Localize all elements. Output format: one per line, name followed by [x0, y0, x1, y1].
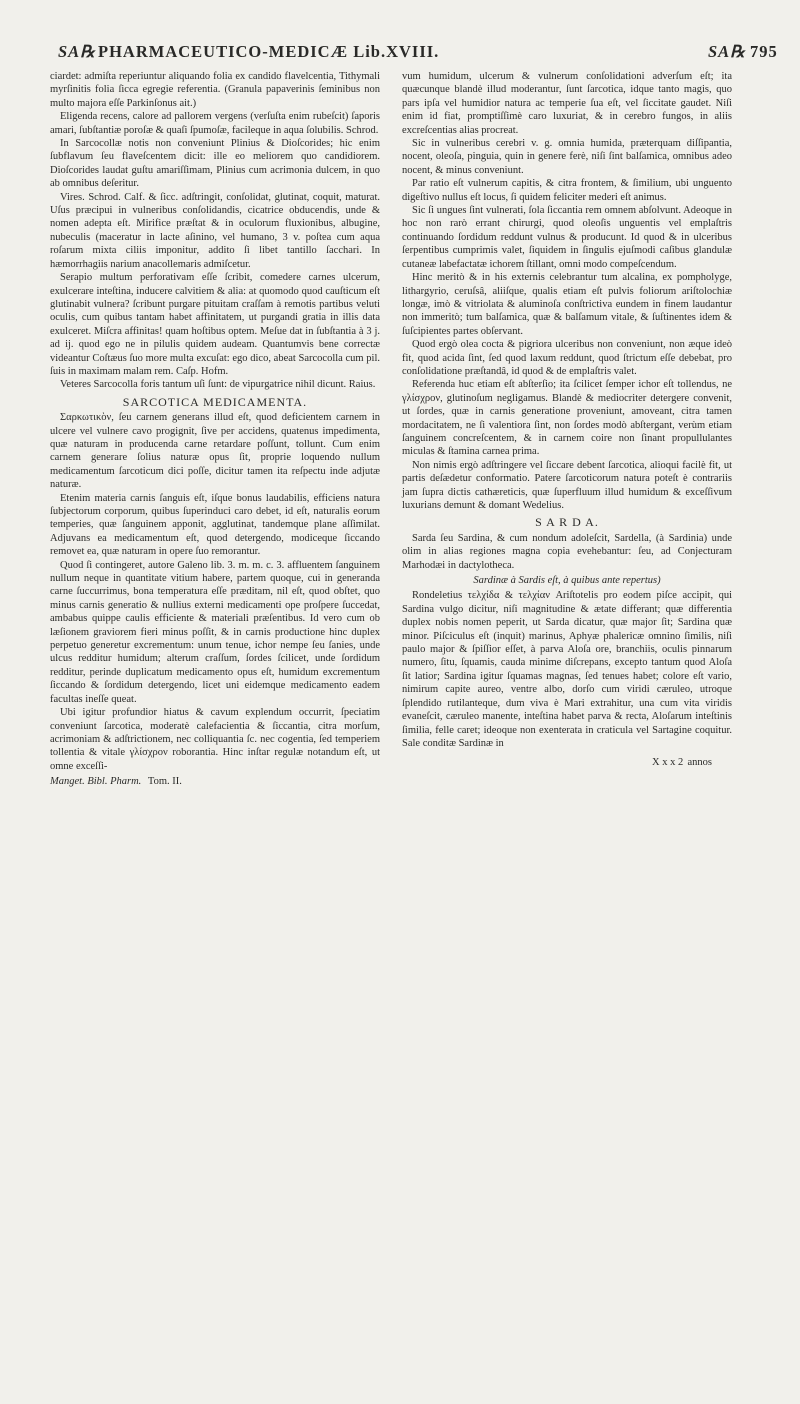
running-head-title: PHARMACEUTICO-MEDICÆ Lib.XVIII.: [98, 42, 440, 61]
page-number: 795: [750, 42, 778, 61]
paragraph: Serapio multum perforativam eſſe ſcribit, comedere carnes ulcerum, exulcerare inteſtina, inducere calvitiem & alia: at quomodo quod cauſticum eſt glutinabit vulnera? ſcribunt purgare pituitam craſſam à remotis partibus veluti oculis, cum quibus tantam habet affinitatem, ut purgandi gratia in illis data exulceret. Miſcra affinitas! quam hoſtibus optem. Meſue dat in ſubſtantia à 3 j. ad ij. quod ego ne in pilulis quidem audeam. Quantumvis bene correctæ videantur Coſtæus ſuo more multa excuſat: ego dico, abeat Sarcocolla cum pil. ſuis in maximam malam rem. Caſp. Hofm.: [50, 272, 380, 377]
paragraph: Quod ergò olea cocta & pigriora ulceribus non conveniunt, non æque ideò fit, quod acida ſint, ſed quod laxum reddunt, quod ſtrictum eſſe debebat, pro conſolidatione præſtandâ, id quod & de emplaſtris valet.: [402, 339, 732, 377]
footer-source: Manget. Bibl. Pharm.: [50, 776, 142, 788]
signature-line: [402, 756, 732, 770]
paragraph: Sarda ſeu Sardina, & cum nondum adoleſcit, Sardella, (à Sardinia) unde olim in alias regiones magna copia evehebantur: ſeu, ad Conjecturam Marhodæi in dactylotheca.: [402, 532, 732, 571]
paragraph: Rondeletius τελχίδα & τελχίαν Ariſtotelis pro eodem piſce accipit, qui Sardina vulgo dicitur, niſi magnitudine & ætate differant; quæ differentia duplex nobis nomen peperit, ut Sarda dicatur, quæ major ſit; Sardina quæ minor. Piſciculus eſt (inquit) marinus, Aphyæ phalericæ omnino ſimilis, niſi paulo major & ſpiſſior eſſet, à parva Aloſa ore, branchiis, oculis pinnarum numero, ſitu, ſquamis, cauda minime diſcrepans, excepto tantum quod Aloſa ſit latior; Sardina igitur ſquamas magnas, ſed tenues habet; colore eſt vario, nimirum capite aureo, ventre albo, dorſo cum viridi cæruleo, utroque ſplendido rutilanteque, dum viva è Mari extrahitur, una cum vita viridis evaneſcit, cæruleo manente, inteſtina habet parva & recta, Aloſarum inteſtinis ſimilia, felle caret; ideoque non exenterata in craticula vel Sartagine coquitur. Sale conditæ Sardinæ in: [402, 590, 732, 749]
paragraph: Hinc meritò & in his externis celebrantur tum alcalina, ex pompholyge, lithargyrio, ceruſsâ, aliiſque, qualis etiam eſt pulvis foliorum ariſtolochiæ longæ, imò & vitriolata & aluminoſa conſtrictiva eundem in finem laudantur non immeritò; tum balſamica, quæ & balſamum vitale, & ſuſtinentes idem & ſuſcipientes partes obſervant.: [402, 272, 732, 337]
right-column: [402, 70, 732, 769]
paragraph: Sic in vulneribus cerebri v. g. omnia humida, præterquam diſſipantia, nocent, oleoſa, pinguia, quin in genere ferè, niſi ſint balſamica, omnibus adeo nocent, & minus conveniunt.: [402, 138, 732, 176]
catchword: annos: [687, 757, 712, 769]
left-column: [50, 70, 380, 789]
paragraph: Ubi igitur profundior hiatus & cavum explendum occurrit, ſpeciatim conveniunt ſarcotica, moderatè calefacientia & ſiccantia, citra morſum, acrimoniam & adſtrictionem, nec colliquantia ſc. nec cogentia, ſed temperiem tollentia & vitale γλίσχρον roborantia. Hinc inſtar regulæ notandum eſt, ut omne exceſſi-: [50, 707, 380, 772]
paragraph: vum humidum, ulcerum & vulnerum conſolidationi adverſum eſt; ita quæcunque blandè illud moderantur, ſunt ſarcotica, idque tanto magis, quo pars ipſa vel humidior natura ac temperie ſua eſt, vel ſiccitate gaudet. Niſi enim id fiat, promptiſſimè caro luxuriat, & in cerebro fungos, in aliis excreſcentias alias procreat.: [402, 71, 732, 136]
paragraph: Quod ſi contingeret, autore Galeno lib. 3. m. m. c. 3. affluentem ſanguinem nullum neque in quantitate vitium habere, partem quoque, cui in generanda carne ſuccurrimus, bona temperatura eſſe præditam, nil eſt, quod obſtet, quo minus carnis generatio & nullius externi medicamenti ope proſpere ſuccedat, ambabus quippe caulis efficiente & materiali præſentibus. Id vero cum ob læſionem graviorem fieri minus poſſit, & in carnis productione hinc duplex perpetuo generetur excrementum: unum tenue, ichor nempe ſeu ſanies, unde ulcus redditur humidum; alterum craſſum, ſordes ſcilicet, unde ſordidum redditur, perinde duplicatum medicamento opus eſt, humidum excrementum ſiccando & ſordidum detergendo, licet uni eidemque medicamento eadem facultas ineſſe queat.: [50, 559, 380, 705]
section-heading: SARCOTICA MEDICAMENTA.: [122, 394, 308, 409]
running-head: [28, 42, 780, 70]
paragraph: ciardet: admiſta reperiuntur aliquando folia ex candido flavelcentia, Tithymali myrſinitis folia ſicca egregie referentia. (Granula papaverinis ſeminibus non multo majora eſſe Parkinſonus ait.): [50, 71, 380, 109]
paragraph: Par ratio eſt vulnerum capitis, & citra frontem, & ſimilium, ubi unguento digeſtivo nullus eſt locus, ſi quidem feliciter mederi eſt animus.: [402, 178, 732, 203]
paragraph: Vires. Schrod. Calf. & ſicc. adſtringit, conſolidat, glutinat, coquit, maturat. Uſus præcipui in vulneribus conſolidandis, cicatrice obducendis, unde & nomen adepta eſt. Mirifice præſtat & in oculorum fluxionibus, albugine, nubeculis (maceratur in lacte aſinino, vel humano, 3 v. poſtea cum aqua roſarum mixta ciliis imponitur, addito ſi libet tantillo ſacchari. In hæmorrhagiis narium anacollemaris admiſcetur.: [50, 191, 380, 270]
footer-volume: Tom. II.: [147, 776, 182, 788]
paragraph: Σαρκωτικὸν, ſeu carnem generans illud eſt, quod deficientem carnem in ulcere vel vulnere cavo progignit, ſive per accidens, quatenus impedimenta, quæ naturam in producenda carne retardare poſſunt, tollunt. Cum enim carnem generare ſolius naturæ opus ſit, proprie loquendo nullum medicamentum ſarcoticum dici poſſe, dicitur tamen ita reſpectu inde adjutæ naturæ.: [50, 412, 380, 491]
paragraph: Non nimis ergò adſtringere vel ſiccare debent ſarcotica, alioqui facilè fit, ut partis deſædetur conformatio. Patere ſarcoticorum natura poteſt è contrariis jam ſupra dictis cathæreticis, quæ ſuperfluum illud humidum & exceſſivum luxurians demunt & domant Wedelius.: [402, 459, 732, 511]
running-head-signature-left: SA℞: [58, 42, 96, 61]
italic-subheading: Sardinæ à Sardis eſt, à quibus ante repertus): [473, 575, 661, 587]
paragraph: Referenda huc etiam eſt abſterſio; ita ſcilicet ſemper ichor eſt tollendus, ne γλίσχρον, glutinoſum negligamus. Blandè & mediocriter detergere convenit, ut ſordes, quæ in carnis generatione proveniunt, amoveant, citra tamen mordacitatem, ne ſi valentiora ſint, non ſordes modò abſtergant, verùm etiam ſanguinem concreſcentem, & in carnem coire non ſinant propullulantes miculas & ſtamina carnea prima.: [402, 379, 732, 458]
paragraph: Eligenda recens, calore ad pallorem vergens (verſuſta enim rubeſcit) ſaporis amari, ſubſtantiæ poroſæ & quaſi ſpumoſæ, facileque in aqua ſolubilis. Schrod.: [50, 111, 380, 136]
running-head-signature-right: SA℞: [708, 42, 746, 61]
paragraph: In Sarcocollæ notis non conveniunt Plinius & Dioſcorides; hic enim ſubflavum ſeu flaveſcentem dicit: ille eo meliorem quo candidiorem. Dioſcorides laudat guſtu amariſſimam, Plinius cum acrimonia dulcem, in quo ab omnibus deſeritur.: [50, 138, 380, 190]
footer-source-line: [50, 775, 380, 788]
section-heading: S A R D A.: [535, 515, 599, 530]
paragraph: Etenim materia carnis ſanguis eſt, iſque bonus laudabilis, efficiens natura ſubjectorum corporum, quibus ſuperinduci caro debet, id eſt, naturalis eorum temperies, quæ ſanguinem apponit, agglutinat, tandemque plane aſſimilat. Adjuvans ea medicamentum eſt, quod detergendo, modiceque ſiccando removet ea, quæ naturam in opere ſuo remorantur.: [50, 492, 380, 558]
paragraph: Veteres Sarcocolla foris tantum uſi ſunt: de vipurgatrice nihil dicunt. Raius.: [60, 379, 376, 391]
paragraph: Sic ſi ungues ſint vulnerati, ſola ſiccantia rem omnem abſolvunt. Adeoque in hoc non rarò errant chirurgi, quod oleoſis unguentis vel emplaſtris continuando ſordidum reddunt vulnus & producunt. Id quod & in ulceribus ſerpentibus cumprimis valet, ſiquidem in ſingulis ejuſmodi caſibus glandulæ cutaneæ labefactatæ ichorem ſtillant, omni modo compeſcendum.: [402, 205, 732, 270]
signature-mark: X x x 2: [652, 757, 684, 769]
